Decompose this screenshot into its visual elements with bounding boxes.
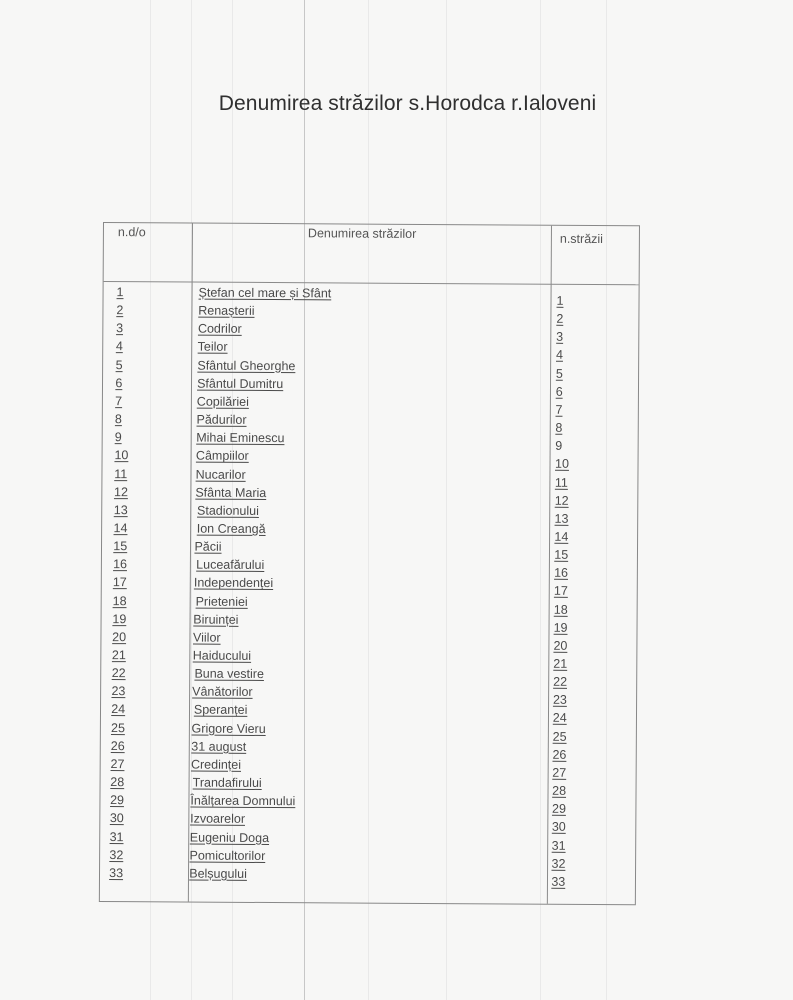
street-number: 16 [554, 566, 569, 581]
row-number: 18 [112, 593, 127, 608]
street-number: 24 [552, 711, 567, 726]
street-name: Eugeniu Doga [189, 830, 270, 845]
row-number: 31 [109, 829, 124, 844]
row-number: 27 [110, 756, 125, 772]
street-name: Sfânta Maria [195, 485, 267, 500]
row-number: 4 [115, 339, 123, 354]
street-name: Înălțarea Domnului [190, 793, 296, 809]
street-number: 7 [555, 402, 563, 417]
row-number: 30 [109, 811, 124, 826]
row-number: 32 [109, 847, 124, 862]
street-name: Izvoarelor [190, 811, 246, 827]
row-number: 13 [113, 502, 128, 517]
street-name: Speranței [193, 703, 248, 718]
street-number: 12 [554, 493, 569, 508]
document-title: Denumirea străzilor s.Horodca r.Ialoveni [218, 92, 597, 115]
street-name: Câmpiilor [195, 448, 249, 464]
row-number: 33 [109, 865, 124, 880]
street-number: 28 [552, 783, 567, 798]
street-name: Copilăriei [196, 394, 249, 409]
row-number: 19 [112, 611, 127, 626]
street-number: 30 [551, 820, 566, 835]
street-number: 14 [554, 529, 569, 544]
street-name: Haiducului [192, 648, 252, 663]
row-number: 9 [114, 430, 122, 445]
street-name: Mihai Eminescu [196, 430, 285, 446]
header-street-name: Denumirea străzilor [307, 226, 417, 241]
row-number: 28 [110, 775, 125, 790]
row-number: 11 [114, 466, 128, 481]
street-number: 8 [555, 420, 563, 435]
street-name: Belșugului [189, 866, 247, 881]
streets-table [99, 222, 640, 905]
row-number: 22 [111, 666, 126, 681]
row-number: 10 [114, 448, 129, 463]
street-number: 27 [552, 765, 567, 780]
row-number: 5 [115, 357, 123, 372]
header-number: n.d/o [117, 225, 146, 240]
header-street-number: n.străzii [559, 231, 604, 247]
street-number: 26 [552, 747, 567, 762]
street-number: 3 [556, 330, 564, 345]
street-number: 32 [551, 856, 566, 871]
street-number: 17 [553, 584, 568, 599]
street-name: Vânătorilor [192, 684, 253, 700]
row-number: 2 [116, 303, 124, 318]
row-number: 24 [111, 702, 126, 717]
street-name: Ion Creangă [196, 521, 266, 536]
street-name: Viilor [192, 630, 221, 645]
street-name: Luceafărului [196, 557, 265, 573]
row-number: 25 [110, 720, 125, 735]
street-number: 22 [553, 674, 568, 689]
street-number: 29 [551, 801, 566, 817]
street-number: 25 [552, 729, 567, 744]
row-number: 29 [110, 793, 125, 808]
row-number: 6 [115, 375, 123, 390]
street-name: Ștefan cel mare și Sfânt [198, 285, 332, 301]
street-name: Sfântul Gheorghe [197, 358, 296, 373]
row-number: 20 [112, 629, 127, 644]
street-number: 5 [555, 366, 563, 381]
street-name: Nucarilor [195, 467, 246, 482]
row-number: 1 [116, 285, 124, 300]
street-number: 31 [551, 838, 566, 853]
street-number: 23 [552, 693, 567, 708]
street-number: 13 [554, 511, 569, 526]
row-number: 17 [112, 575, 127, 590]
street-number: 21 [553, 656, 568, 671]
row-number: 3 [116, 321, 124, 336]
header-divider [104, 281, 639, 285]
street-number: 2 [556, 311, 564, 326]
street-number: 33 [551, 874, 566, 889]
row-number: 23 [111, 684, 126, 699]
street-name: Pădurilor [196, 412, 247, 427]
street-name: Sfântul Dumitru [197, 376, 284, 391]
street-number: 15 [554, 547, 569, 562]
street-name: Păcii [194, 539, 222, 554]
street-name: Buna vestire [194, 666, 264, 682]
street-name: Grigore Vieru [191, 721, 266, 736]
row-number: 21 [111, 648, 126, 663]
street-number: 4 [555, 348, 564, 363]
row-number: 26 [110, 738, 125, 753]
row-number: 16 [113, 557, 128, 572]
row-number: 12 [113, 484, 128, 499]
street-number: 9 [555, 438, 563, 453]
street-name: Stadionului [197, 503, 259, 518]
street-name: Renașterii [198, 303, 255, 319]
street-number: 20 [553, 638, 568, 653]
street-number: 18 [553, 602, 568, 617]
row-number: 14 [113, 521, 128, 536]
street-number: 11 [554, 475, 568, 490]
street-number: 6 [555, 384, 563, 399]
row-number: 15 [113, 539, 128, 554]
street-name: Pomicultorilor [189, 848, 266, 863]
street-name: Codrilor [197, 321, 242, 337]
street-name: Independenței [193, 575, 274, 591]
street-name: Credinței [190, 757, 242, 772]
street-number: 1 [556, 293, 564, 308]
street-number: 10 [555, 457, 570, 472]
street-name: Biruinței [193, 612, 239, 627]
street-number: 19 [553, 620, 568, 635]
row-number: 7 [115, 393, 123, 409]
street-name: 31 august [191, 739, 247, 754]
street-name: Teilor [197, 340, 228, 355]
row-number: 8 [114, 412, 122, 427]
street-name: Trandafirului [192, 775, 262, 791]
street-name: Prieteniei [195, 594, 248, 609]
